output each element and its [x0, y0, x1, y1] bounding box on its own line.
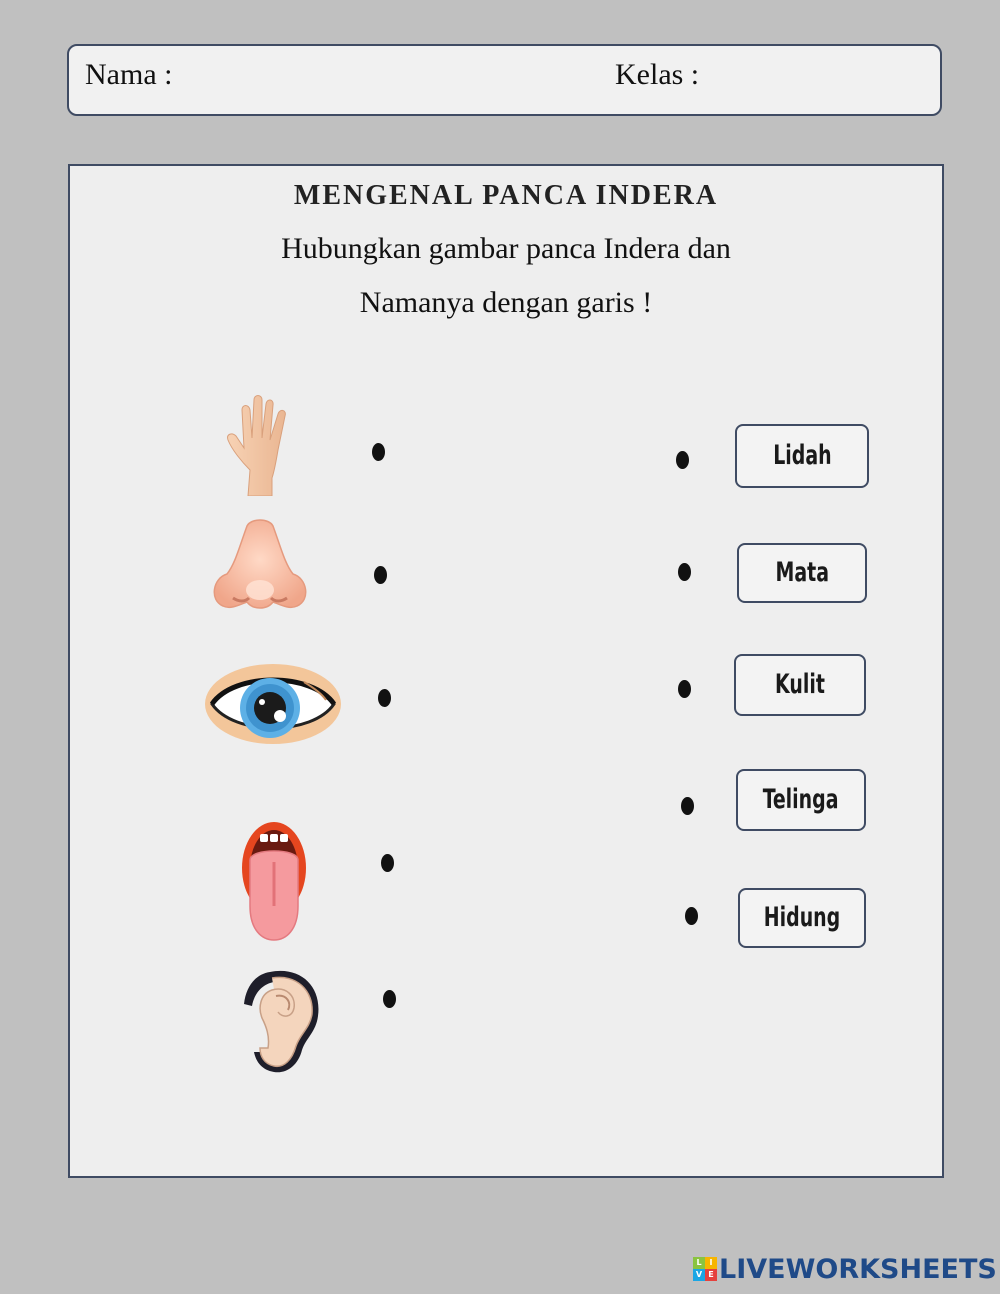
label-lidah: Lidah [772, 440, 832, 471]
brand-text: LIVEWORKSHEETS [719, 1253, 997, 1285]
class-label: Kelas : [615, 58, 700, 91]
worksheet-title: MENGENAL PANCA INDERA [293, 180, 719, 211]
mouth-tongue-icon [240, 820, 308, 942]
student-info-header [67, 44, 942, 116]
label-hidung: Hidung [763, 902, 841, 933]
right-connect-dot-1[interactable] [676, 451, 689, 469]
label-box-lidah [735, 424, 869, 488]
left-connect-dot-2[interactable] [374, 566, 387, 584]
logo-letter-i: I [705, 1257, 717, 1269]
label-box-telinga [736, 769, 866, 831]
left-connect-dot-5[interactable] [383, 990, 396, 1008]
liveworksheets-brand[interactable] [693, 1254, 997, 1284]
label-mata: Mata [775, 557, 829, 588]
right-connect-dot-3[interactable] [678, 680, 691, 698]
hand-icon [224, 392, 298, 496]
label-telinga: Telinga [763, 784, 839, 815]
nose-icon [211, 518, 309, 612]
logo-letter-v: V [693, 1269, 705, 1281]
label-box-mata [737, 543, 867, 603]
label-box-hidung [738, 888, 866, 948]
instruction-line-2: Namanya dengan garis ! [359, 286, 653, 319]
ear-icon [242, 966, 322, 1076]
left-connect-dot-3[interactable] [378, 689, 391, 707]
worksheet-panel [68, 164, 944, 1178]
name-label: Nama : [85, 58, 173, 91]
label-kulit: Kulit [775, 669, 825, 700]
logo-letter-e: E [705, 1269, 717, 1281]
right-connect-dot-4[interactable] [681, 797, 694, 815]
eye-icon [204, 660, 342, 746]
liveworksheets-logo-icon [693, 1257, 717, 1281]
label-box-kulit [734, 654, 866, 716]
left-connect-dot-1[interactable] [372, 443, 385, 461]
instruction-line-1: Hubungkan gambar panca Indera dan [281, 232, 731, 265]
right-connect-dot-5[interactable] [685, 907, 698, 925]
logo-letter-l: L [693, 1257, 705, 1269]
left-connect-dot-4[interactable] [381, 854, 394, 872]
right-connect-dot-2[interactable] [678, 563, 691, 581]
